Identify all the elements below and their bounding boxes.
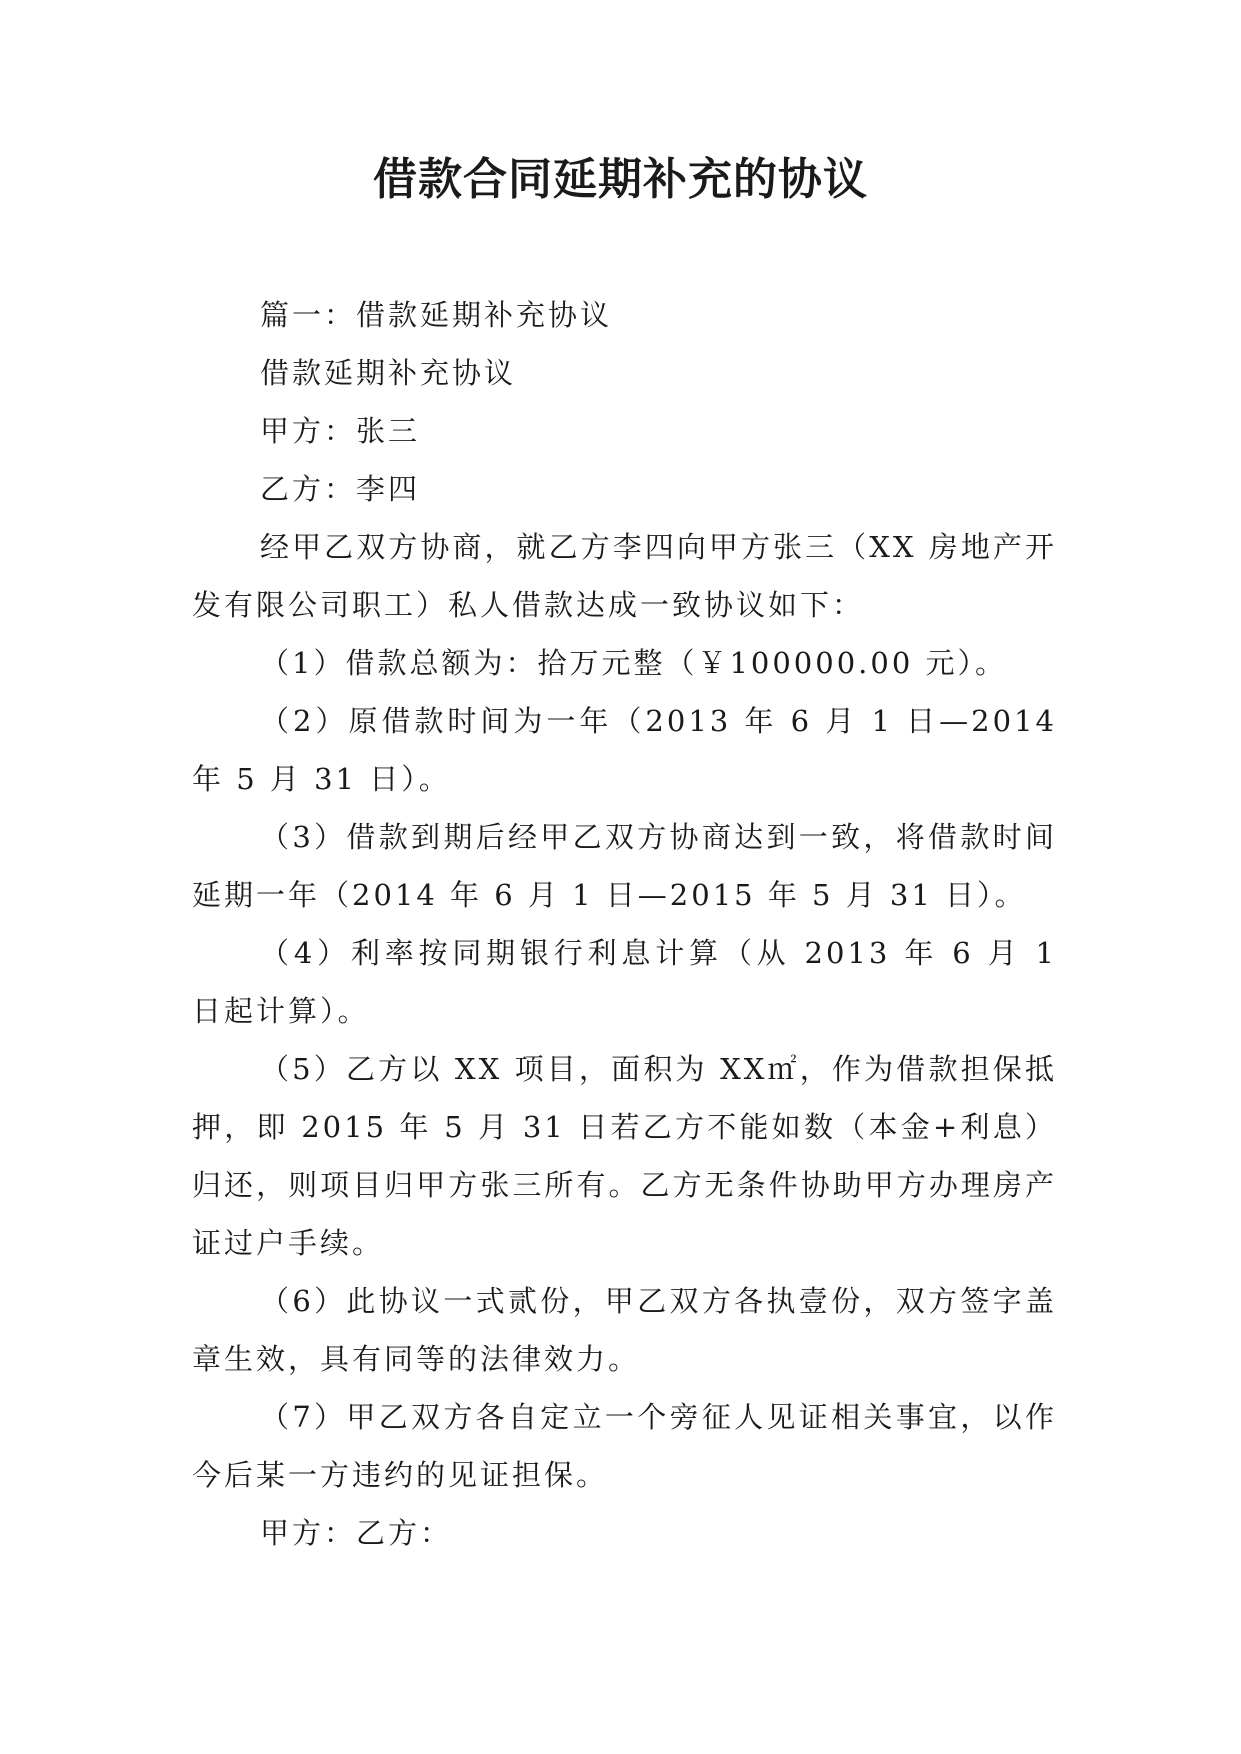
- document-title: 借款合同延期补充的协议: [373, 154, 868, 205]
- clause-5: （5）乙方以 XX 项目，面积为 XX㎡，作为借款担保抵押，即 2015 年 5 月 31 日若乙方不能如数（本金+利息）归还，则项目归甲方张三所有。乙方无条件协助甲方办理房产证过户手续。: [192, 1052, 1057, 1260]
- document-body: [192, 286, 1057, 1562]
- clause-3: （3）借款到期后经甲乙双方协商达到一致，将借款时间延期一年（2014 年 6 月 1 日—2015 年 5 月 31 日）。: [192, 820, 1057, 912]
- party-a: 甲方：张三: [260, 414, 421, 448]
- signature-line: 甲方：乙方：: [260, 1516, 453, 1550]
- clause-4: （4）利率按同期银行利息计算（从 2013 年 6 月 1 日起计算）。: [192, 936, 1057, 1028]
- preamble-paragraph: 经甲乙双方协商，就乙方李四向甲方张三（XX 房地产开发有限公司职工）私人借款达成一致协议如下：: [192, 530, 1057, 622]
- section-heading: 篇一：借款延期补充协议: [260, 298, 613, 332]
- clause-1: （1）借款总额为：拾万元整（￥100000.00 元）。: [260, 646, 1007, 680]
- clause-7: （7）甲乙双方各自定立一个旁征人见证相关事宜，以作今后某一方违约的见证担保。: [192, 1400, 1057, 1492]
- party-b: 乙方：李四: [260, 472, 421, 506]
- agreement-heading: 借款延期补充协议: [260, 356, 517, 390]
- clause-6: （6）此协议一式贰份，甲乙双方各执壹份，双方签字盖章生效，具有同等的法律效力。: [192, 1284, 1057, 1376]
- clause-2: （2）原借款时间为一年（2013 年 6 月 1 日—2014 年 5 月 31 日）。: [192, 704, 1057, 796]
